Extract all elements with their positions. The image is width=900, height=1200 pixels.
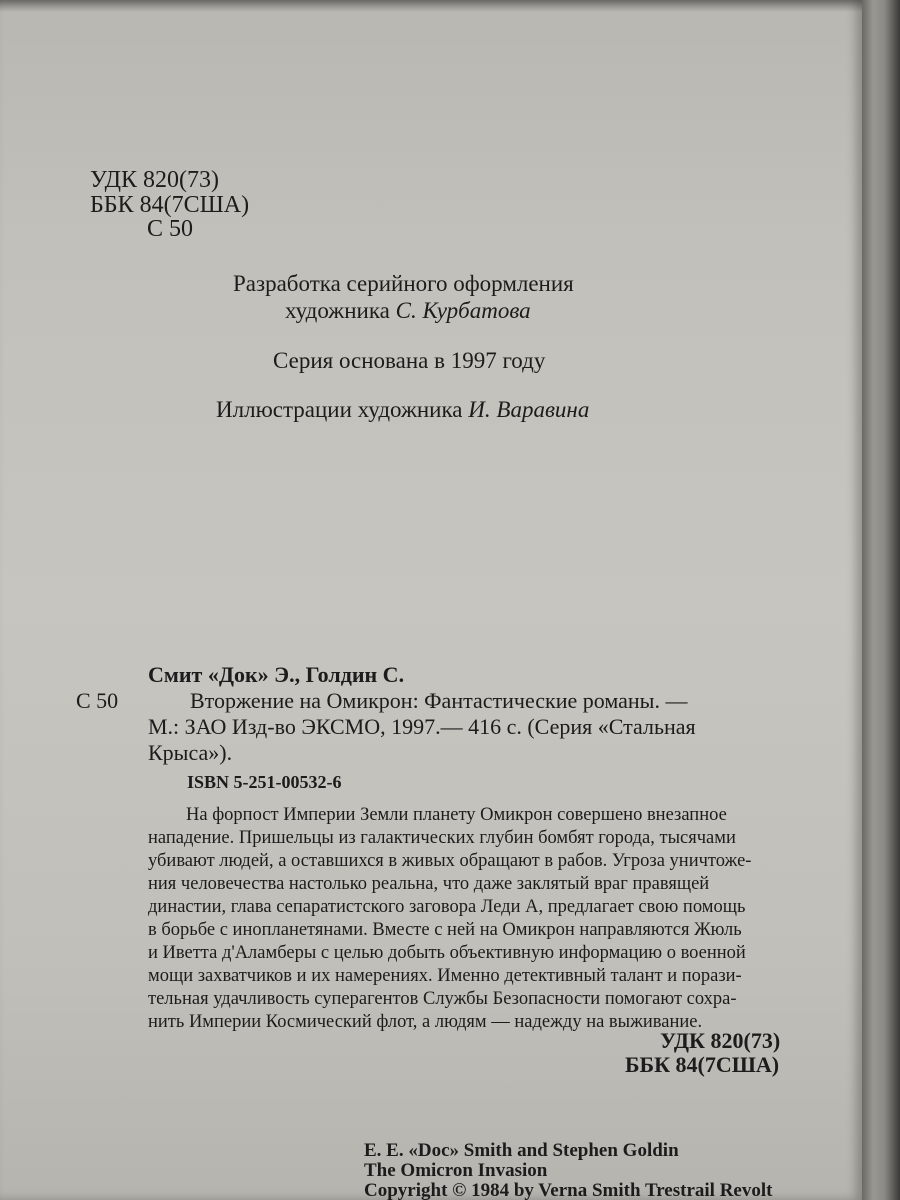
series-design-artist: С. Курбатова	[395, 298, 531, 323]
annotation-line-1: На форпост Империи Земли планету Омикрон совершено внезапное	[186, 805, 727, 825]
udk-code-card: УДК 820(73)	[660, 1028, 781, 1053]
series-founded: Серия основана в 1997 году	[273, 348, 546, 373]
description-line-2: М.: ЗАО Изд-во ЭКСМО, 1997.— 416 с. (Серия «Стальная	[148, 714, 696, 739]
illustrations-prefix: Иллюстрации художника	[216, 397, 463, 422]
annotation-line-4: ния человечества настолько реальна, что даже заклятый враг правящей	[148, 874, 710, 894]
annotation-line-3: убивают людей, а оставшихся в живых обращают в рабов. Угроза уничтоже-	[148, 851, 752, 871]
original-authors: E. E. «Doc» Smith and Stephen Goldin	[364, 1140, 679, 1161]
adjacent-page-edge	[862, 0, 900, 1200]
original-copyright: Copyright © 1984 by Verna Smith Trestrail Revolt	[364, 1180, 773, 1200]
annotation-line-5: династии, глава сепаратистского заговора Леди А, предлагает свою помощь	[148, 897, 746, 917]
isbn: ISBN 5-251-00532-6	[187, 772, 342, 792]
bbk-code-top: ББК 84(7США)	[90, 192, 250, 218]
author-mark-top: С 50	[147, 216, 194, 242]
series-design-prefix: художника	[285, 298, 390, 323]
annotation-line-8: мощи захватчиков и их намерениях. Именно детективный талант и порази-	[148, 966, 742, 986]
illustrations-line	[216, 398, 589, 421]
author-mark-card: С 50	[76, 688, 119, 713]
annotation-line-10: нить Империи Космический флот, а людям — надежду на выживание.	[148, 1012, 703, 1032]
annotation-line-6: в борьбе с инопланетянами. Вместе с ней на Омикрон направляются Жюль	[148, 920, 742, 940]
series-design-artist-line	[285, 299, 531, 322]
annotation-line-9: тельная удачливость суперагентов Службы Безопасности помогают сохра-	[148, 989, 737, 1009]
illustrations-artist: И. Варавина	[468, 397, 590, 422]
original-title: The Omicron Invasion	[364, 1160, 548, 1181]
top-shadow	[0, 0, 862, 12]
annotation-line-2: нападение. Пришельцы из галактических глубин бомбят города, тысячами	[148, 828, 736, 848]
book-authors: Смит «Док» Э., Голдин С.	[148, 662, 405, 687]
series-design-line: Разработка серийного оформления	[233, 271, 574, 296]
udk-code-top: УДК 820(73)	[90, 167, 219, 193]
annotation-line-7: и Иветта д'Аламберы с целью добыть объективную информацию о военной	[148, 943, 746, 963]
description-line-1: Вторжение на Омикрон: Фантастические романы. —	[190, 688, 688, 713]
description-line-3: Крыса»).	[148, 740, 233, 765]
bbk-code-card: ББК 84(7США)	[625, 1052, 780, 1077]
